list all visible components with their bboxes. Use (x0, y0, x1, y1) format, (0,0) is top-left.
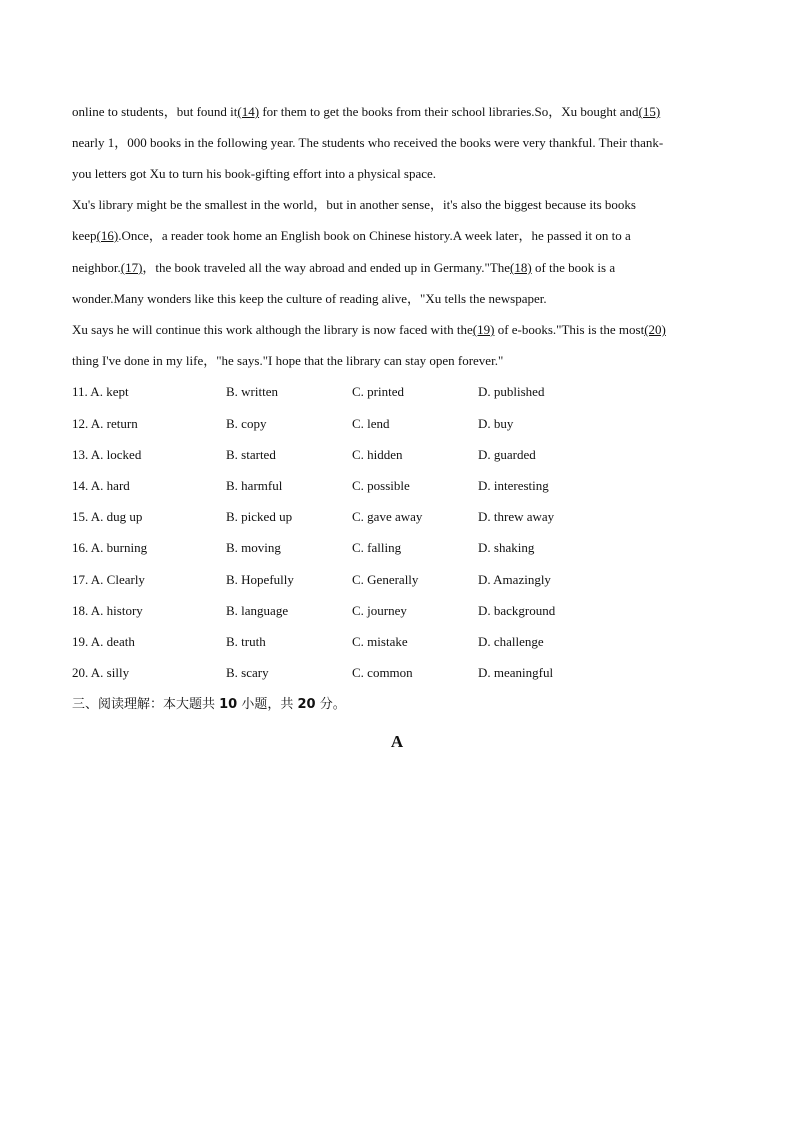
passage-line-8 (72, 321, 666, 339)
section-text: 小题，共 (237, 697, 298, 712)
blank-15: (15) (638, 104, 661, 119)
option-b: B. truth (226, 634, 266, 649)
passage-line-9 (72, 352, 503, 370)
option-d: D. Amazingly (478, 572, 551, 587)
option-d: D. published (478, 384, 545, 399)
option-a: 20. A. silly (72, 665, 130, 680)
option-a: 12. A. return (72, 416, 138, 431)
option-c: C. hidden (352, 447, 403, 462)
blank-14: (14) (237, 104, 260, 119)
option-d: D. challenge (478, 634, 544, 649)
section-text: 分。 (315, 697, 346, 712)
option-row (72, 602, 722, 620)
blank-18: (18) (510, 260, 532, 275)
option-a: 13. A. locked (72, 447, 142, 462)
passage-text: for them to get the books from their school libraries.So，Xu bought and (259, 104, 639, 119)
passage-text: ，the book traveled all the way abroad and ended up in Germany."The (142, 260, 511, 275)
option-a: 14. A. hard (72, 478, 130, 493)
option-d: D. threw away (478, 509, 555, 524)
question-count: 10 (219, 697, 238, 712)
option-row (72, 477, 722, 495)
score-total: 20 (297, 697, 316, 712)
passage-line-2 (72, 134, 663, 152)
option-b: B. copy (226, 416, 267, 431)
passage-text: .Once，a reader took home an English book on Chinese history.A week later，he passed it on to a (118, 228, 631, 243)
option-row (72, 633, 722, 651)
passage-line-1 (72, 103, 660, 121)
option-a: 18. A. history (72, 603, 143, 618)
option-d: D. meaningful (478, 665, 554, 680)
option-c: C. common (352, 665, 413, 680)
option-b: B. written (226, 384, 278, 399)
passage-text: of the book is a (531, 260, 616, 275)
passage-text: nearly 1，000 books in the following year. The students who received the books were very thankful. Their thank- (72, 135, 664, 150)
section-title (72, 696, 346, 714)
blank-16: (16) (96, 228, 119, 243)
option-c: C. lend (352, 416, 390, 431)
option-c: C. gave away (352, 509, 423, 524)
passage-line-7 (72, 290, 547, 308)
option-c: C. mistake (352, 634, 408, 649)
option-d: D. guarded (478, 447, 536, 462)
option-row (72, 446, 722, 464)
blank-20: (20) (644, 322, 666, 337)
option-b: B. started (226, 447, 276, 462)
passage-text: of e-books."This is the most (494, 322, 645, 337)
option-row (72, 508, 722, 526)
option-a: 19. A. death (72, 634, 135, 649)
option-c: C. Generally (352, 572, 419, 587)
option-c: C. printed (352, 384, 404, 399)
passage-line-4 (72, 196, 636, 214)
passage-text: neighbor. (72, 260, 121, 275)
passage-text: online to students，but found it (72, 104, 238, 119)
option-row (72, 539, 722, 557)
passage-text: thing I've done in my life，"he says."I hope that the library can stay open forever." (72, 353, 504, 368)
option-b: B. picked up (226, 509, 293, 524)
passage-line-3 (72, 165, 436, 183)
option-a: 15. A. dug up (72, 509, 143, 524)
passage-text: wonder.Many wonders like this keep the culture of reading alive，"Xu tells the newspaper. (72, 291, 547, 306)
passage-line-6 (72, 259, 615, 277)
option-c: C. journey (352, 603, 407, 618)
option-a: 17. A. Clearly (72, 572, 145, 587)
option-b: B. language (226, 603, 289, 618)
section-text: 三、阅读理解：本大题共 (72, 697, 220, 712)
blank-19: (19) (472, 322, 495, 337)
passage-text: Xu's library might be the smallest in the world，but in another sense，it's also the biggest because its books (72, 197, 636, 212)
option-a: 11. A. kept (72, 384, 129, 399)
option-c: C. falling (352, 540, 402, 555)
option-b: B. scary (226, 665, 269, 680)
passage-heading: A (390, 732, 404, 751)
passage-text: keep (72, 228, 97, 243)
option-row (72, 571, 722, 589)
option-d: D. interesting (478, 478, 549, 493)
passage-text: you letters got Xu to turn his book-gifting effort into a physical space. (72, 166, 437, 181)
passage-text: Xu says he will continue this work although the library is now faced with the (72, 322, 473, 337)
option-c: C. possible (352, 478, 410, 493)
option-row (72, 415, 722, 433)
option-b: B. harmful (226, 478, 283, 493)
option-row (72, 664, 722, 682)
option-a: 16. A. burning (72, 540, 148, 555)
option-b: B. moving (226, 540, 281, 555)
option-d: D. buy (478, 416, 514, 431)
option-row (72, 383, 722, 401)
blank-17: (17) (120, 260, 143, 275)
passage-line-5 (72, 227, 631, 245)
option-d: D. shaking (478, 540, 535, 555)
option-b: B. Hopefully (226, 572, 294, 587)
option-d: D. background (478, 603, 556, 618)
